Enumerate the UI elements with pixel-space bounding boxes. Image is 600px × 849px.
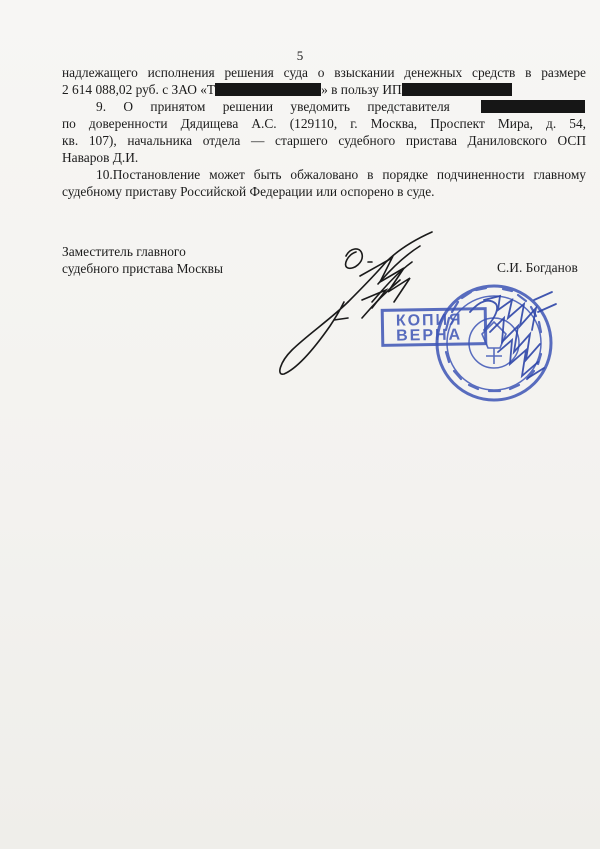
paragraph-10-line-2: судебному приставу Российской Федерации или оспорено в суде. [62,184,435,199]
in-favor-text: » в пользу ИП [321,82,402,97]
paragraph-8-line-1: надлежащего исполнения решения суда о взыскании денежных средств в размере [62,65,586,80]
black-signature [280,232,432,374]
paragraph-10-line-1: 10.Постановление может быть обжаловано в порядке подчиненности главному [96,167,586,182]
paragraph-9-line-3: кв. 107), начальника отдела — старшего судебного пристава Даниловского ОСП [62,133,586,148]
signatory-name: С.И. Богданов [497,260,578,275]
signatory-title-line-1: Заместитель главного [62,244,186,259]
page-number: 5 [296,48,304,63]
paragraph-9-line-4: Наваров Д.И. [62,150,139,165]
paragraph-9-line-2: по доверенности Дядищева А.С. (129110, г. Москва, Проспект Мира, д. 54, [62,116,586,131]
copy-certified-stamp [381,307,488,347]
notify-text: 9. О принятом решении уведомить представителя [96,99,450,114]
signatory-title-line-2: судебного пристава Москвы [62,261,223,276]
stamp-line-2: ВЕРНА [396,326,463,345]
amount-text: 2 614 088,02 руб. с ЗАО «Т [62,82,216,97]
stamp-line-1: КОПИЯ [395,311,463,330]
